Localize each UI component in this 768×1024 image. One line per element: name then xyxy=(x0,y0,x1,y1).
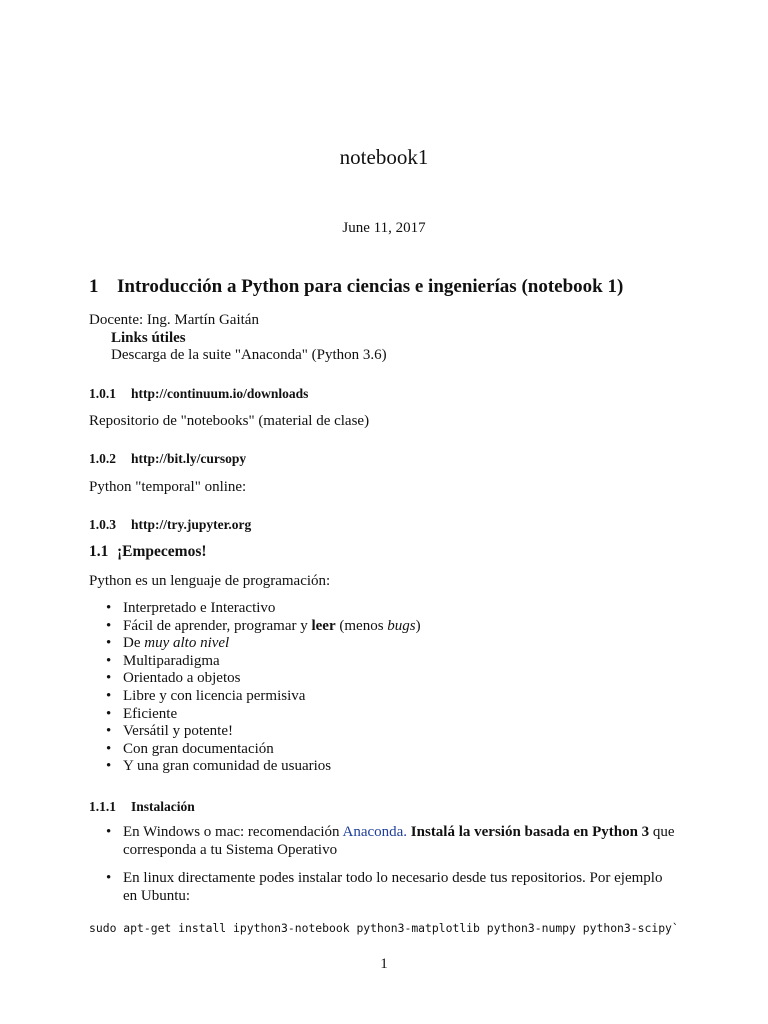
list-item-windows xyxy=(89,824,675,860)
section-number: 1 xyxy=(89,276,99,297)
bullet-icon: • xyxy=(106,870,112,886)
python-features-list xyxy=(89,600,421,776)
list-item xyxy=(89,618,421,636)
list-item-text: corresponda a tu Sistema Operativo xyxy=(123,842,338,858)
bold-text: Instalá la versión basada en Python 3 xyxy=(410,824,650,840)
list-item-text: De xyxy=(123,635,145,652)
list-item xyxy=(89,723,421,741)
links-label: Links útiles xyxy=(111,330,186,346)
italic-text: bugs xyxy=(387,617,416,634)
italic-text: muy alto nivel xyxy=(144,635,230,652)
list-item-text: que xyxy=(649,824,675,840)
list-item-text: Versátil y potente! xyxy=(123,723,233,740)
anaconda-description: Descarga de la suite "Anaconda" (Python 3.6) xyxy=(111,347,387,363)
bullet-icon: • xyxy=(106,824,112,840)
subsection-number: 1.0.3 xyxy=(89,517,116,532)
section-number: 1.1 xyxy=(89,543,109,560)
list-item xyxy=(89,635,421,653)
install-list xyxy=(89,824,675,906)
subsection-1-0-3-heading xyxy=(89,516,251,534)
subsection-1-0-2-heading xyxy=(89,450,246,468)
document-title: notebook1 xyxy=(339,145,429,169)
subsection-1-1-1-heading xyxy=(89,798,195,816)
continuum-link[interactable]: http://continuum.io/downloads xyxy=(131,386,309,401)
list-item-text: ) xyxy=(415,617,421,634)
python-temporal-text: Python "temporal" online: xyxy=(89,479,247,495)
list-item xyxy=(89,688,421,706)
list-item-text: Orientado a objetos xyxy=(123,670,241,687)
section-title: Introducción a Python para ciencias e ingenierías (notebook 1) xyxy=(117,276,624,297)
list-item-text: Libre y con licencia permisiva xyxy=(123,687,306,704)
bitly-link[interactable]: http://bit.ly/cursopy xyxy=(131,451,247,466)
list-item xyxy=(89,758,421,776)
subsection-title: Instalación xyxy=(131,799,195,814)
jupyter-link[interactable]: http://try.jupyter.org xyxy=(131,517,252,532)
list-item xyxy=(89,670,421,688)
list-item-text: (menos xyxy=(335,617,388,634)
bullet-icon: • xyxy=(106,670,112,687)
bullet-icon: • xyxy=(106,687,112,704)
bullet-icon: • xyxy=(106,652,112,669)
document-date: June 11, 2017 xyxy=(342,220,426,236)
bullet-icon: • xyxy=(106,723,112,740)
bullet-icon: • xyxy=(106,740,112,757)
list-item xyxy=(89,706,421,724)
list-item xyxy=(89,741,421,759)
list-item xyxy=(89,653,421,671)
subsection-number: 1.0.1 xyxy=(89,386,116,401)
docente-line: Docente: Ing. Martín Gaitán xyxy=(89,312,259,328)
section-1-1-heading xyxy=(89,543,207,561)
bullet-icon: • xyxy=(106,600,112,616)
install-command-code: sudo apt-get install ipython3-notebook python3-matplotlib python3-numpy python3-scipy` xyxy=(89,921,679,935)
list-item-text: Con gran documentación xyxy=(123,740,274,757)
list-item-text: Y una gran comunidad de usuarios xyxy=(123,758,332,775)
section-title: ¡Empecemos! xyxy=(117,543,207,560)
bullet-icon: • xyxy=(106,617,112,634)
bullet-icon: • xyxy=(106,705,112,722)
subsection-1-0-1-heading xyxy=(89,385,308,403)
list-item-text: En Windows o mac: recomendación xyxy=(123,824,343,840)
list-item-text: Fácil de aprender, programar y xyxy=(123,617,312,634)
page-number: 1 xyxy=(380,956,388,972)
list-item-text: Interpretado e Interactivo xyxy=(123,600,276,616)
list-item-text: en Ubuntu: xyxy=(123,888,191,904)
section-1-heading xyxy=(89,275,623,299)
bullet-icon: • xyxy=(106,635,112,652)
python-intro-text: Python es un lenguaje de programación: xyxy=(89,573,331,589)
list-item-linux xyxy=(89,870,675,906)
subsection-number: 1.1.1 xyxy=(89,799,116,814)
anaconda-link[interactable]: Anaconda. xyxy=(342,824,408,840)
subsection-number: 1.0.2 xyxy=(89,451,116,466)
list-item-text: En linux directamente podes instalar todo lo necesario desde tus repositorios. Por ejemplo xyxy=(123,870,663,886)
bold-text: leer xyxy=(311,617,336,634)
bullet-icon: • xyxy=(106,758,112,775)
list-item xyxy=(89,600,421,618)
list-item-text: Eficiente xyxy=(123,705,178,722)
repositorio-text: Repositorio de "notebooks" (material de clase) xyxy=(89,413,370,429)
list-item-text: Multiparadigma xyxy=(123,652,220,669)
